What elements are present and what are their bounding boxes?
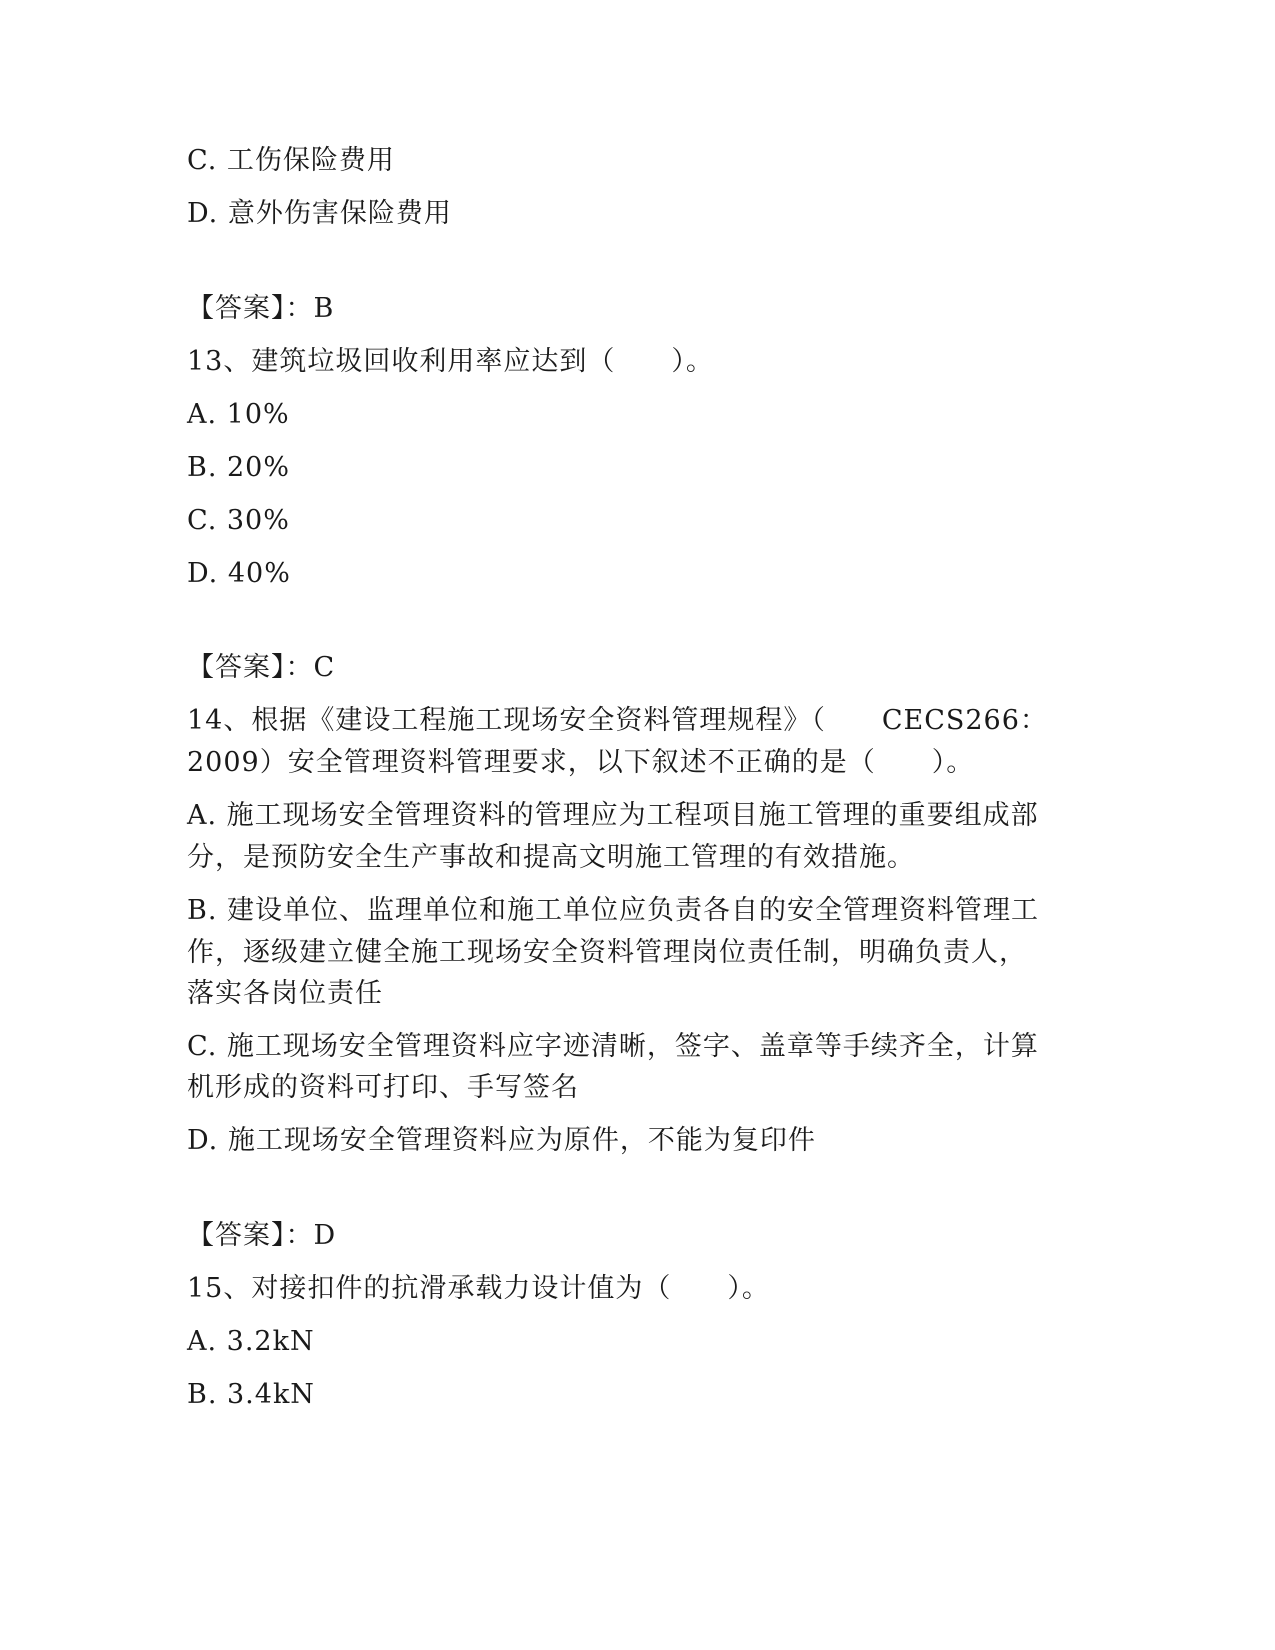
q14-option-b-line2: 作，逐级建立健全施工现场安全资料管理岗位责任制，明确负责人， <box>187 937 1027 968</box>
q14-option-a-line2: 分，是预防安全生产事故和提高文明施工管理的有效措施。 <box>187 842 915 873</box>
q15-option-b: B. 3.4kN <box>187 1379 315 1410</box>
q13-option-a: A. 10% <box>187 399 290 430</box>
q13-option-c: C. 30% <box>187 505 290 536</box>
q14-option-a-line1: A. 施工现场安全管理资料的管理应为工程项目施工管理的重要组成部 <box>187 800 1039 831</box>
q15-stem: 15、对接扣件的抗滑承载力设计值为（ ）。 <box>187 1273 770 1304</box>
q14-stem-line2: 2009）安全管理资料管理要求，以下叙述不正确的是（ ）。 <box>187 747 975 778</box>
q14-option-c-line2: 机形成的资料可打印、手写签名 <box>187 1072 579 1103</box>
q13-option-d: D. 40% <box>187 558 291 589</box>
q14-option-b-line3: 落实各岗位责任 <box>187 978 383 1009</box>
q15-option-a: A. 3.2kN <box>187 1326 315 1357</box>
q13-answer: 【答案】：C <box>187 652 336 683</box>
q12-option-c: C. 工伤保险费用 <box>187 145 395 176</box>
q14-answer: 【答案】：D <box>187 1220 337 1251</box>
q12-answer: 【答案】：B <box>187 293 335 324</box>
q14-option-c-line1: C. 施工现场安全管理资料应字迹清晰，签字、盖章等手续齐全，计算 <box>187 1031 1039 1062</box>
q14-option-d: D. 施工现场安全管理资料应为原件，不能为复印件 <box>187 1125 816 1156</box>
q12-option-d: D. 意外伤害保险费用 <box>187 198 452 229</box>
q13-option-b: B. 20% <box>187 452 291 483</box>
q13-stem: 13、建筑垃圾回收利用率应达到（ ）。 <box>187 346 714 377</box>
q14-stem-line1: 14、根据《建设工程施工现场安全资料管理规程》（ CECS266： <box>187 705 1048 736</box>
q14-option-b-line1: B. 建设单位、监理单位和施工单位应负责各自的安全管理资料管理工 <box>187 895 1040 926</box>
